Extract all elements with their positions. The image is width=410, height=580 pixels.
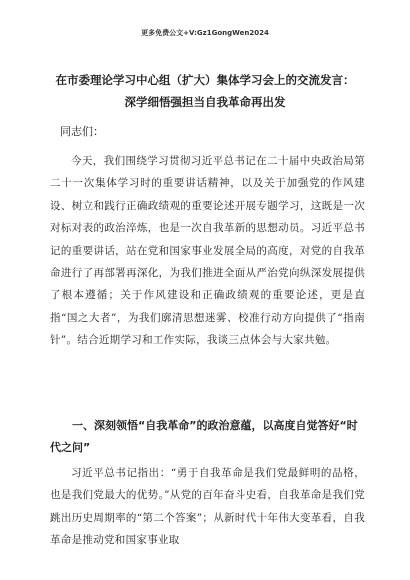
document-title-line1: 在市委理论学习中心组（扩大）集体学习会上的交流发言：	[55, 73, 355, 87]
section-heading-1: 一、深刻领悟“自我革命”的政治意蕴，以高度自觉答好“时代之问”	[50, 419, 358, 454]
paragraph-section-1: 习近平总书记指出：“勇于自我革命是我们党最鲜明的品格，也是我们党最大的优势。”从党的百年奋斗史看，自我革命是我们党跳出历史周期率的“第二个答案”；从新时代十年伟大变革看，自我革命是推动党和国家事业取	[50, 467, 365, 547]
paragraph-intro: 今天，我们围绕学习贯彻习近平总书记在二十届中央政治局第二十一次集体学习时的重要讲话精神，以及关于加强党的作风建设、树立和践行正确政绩观的重要论述开展专题学习，这既是一次对标对表的政治淬炼，也是一次自我革新的思想动员。习近平总书记的重要讲话，站在党和国家事业发展全局的高度，对党的自我革命进行了再部署再深化，为我们推进全面从严治党向纵深发展提供了根本遵循；关于作风建设和正确政绩观的重要论述，更是直指“国之大者”，为我们廓清思想迷雾、校准行动方向提供了“指南针”。结合近期学习和工作实际，我谈三点体会与大家共勉。	[50, 155, 365, 347]
header-note: 更多免费公文+V:Gz1GongWen2024	[141, 29, 269, 37]
document-title-line2: 深学细悟强担当自我革命再出发	[124, 95, 286, 109]
salutation: 同志们：	[60, 125, 104, 138]
